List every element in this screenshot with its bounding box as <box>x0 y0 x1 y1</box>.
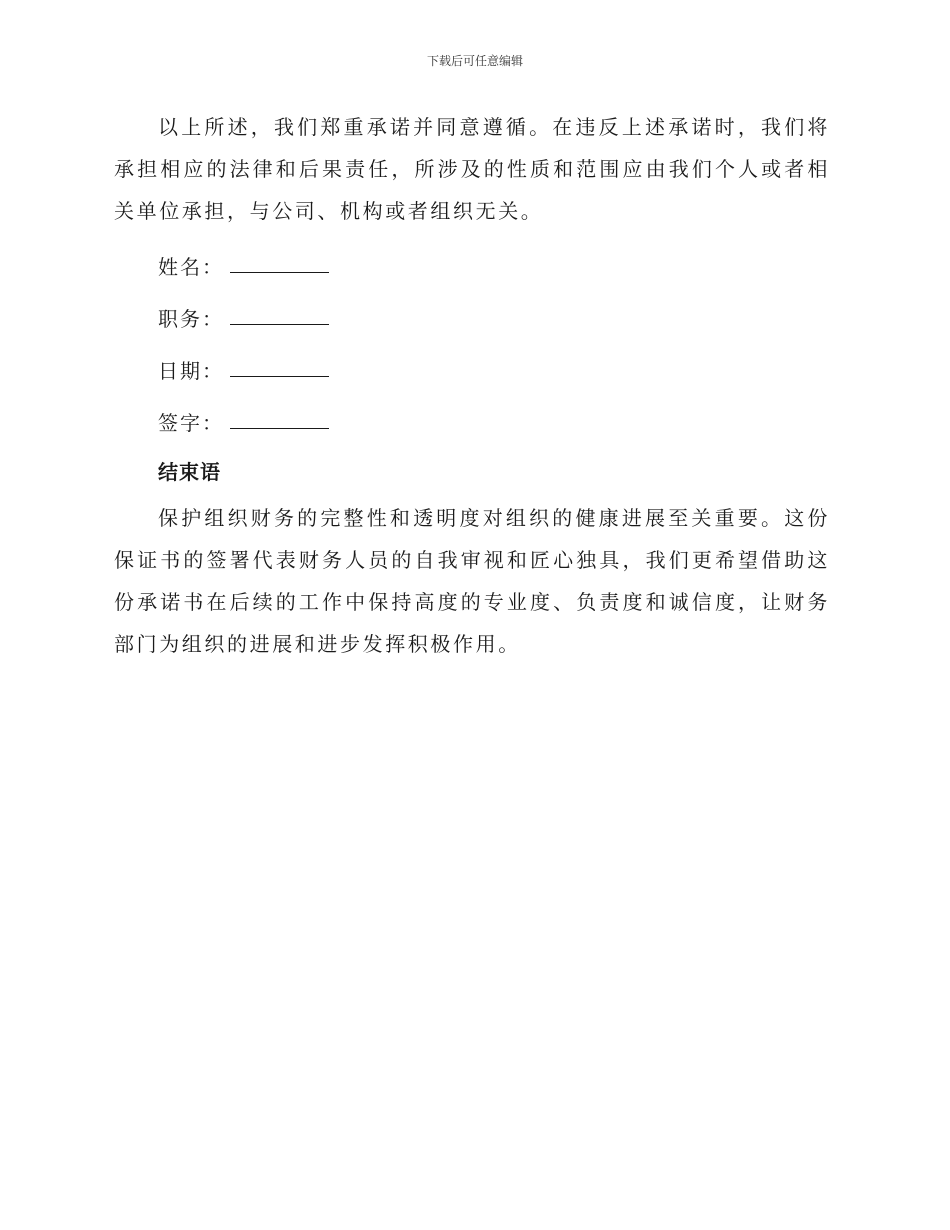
name-label: 姓名： <box>158 255 224 279</box>
document-body <box>114 106 830 665</box>
date-field <box>114 345 830 397</box>
position-label: 职务： <box>158 307 224 331</box>
signature-label: 签字： <box>158 411 224 435</box>
conclusion-heading: 结束语 <box>158 460 221 484</box>
commitment-paragraph: 以上所述，我们郑重承诺并同意遵循。在违反上述承诺时，我们将承担相应的法律和后果责任，所涉及的性质和范围应由我们个人或者相关单位承担，与公司、机构或者组织无关。 <box>114 115 830 223</box>
signature-field <box>114 397 830 449</box>
date-blank-line <box>230 352 329 377</box>
conclusion-paragraph: 保护组织财务的完整性和透明度对组织的健康进展至关重要。这份保证书的签署代表财务人员的自我审视和匠心独具，我们更希望借助这份承诺书在后续的工作中保持高度的专业度、负责度和诚信度，让财务部门为组织的进展和进步发挥积极作用。 <box>114 506 830 656</box>
name-field <box>114 241 830 293</box>
name-blank-line <box>230 248 329 273</box>
position-field <box>114 293 830 345</box>
signature-blank-line <box>230 404 329 429</box>
page-header: 下载后可任意编辑 <box>426 54 523 68</box>
date-label: 日期： <box>158 359 224 383</box>
position-blank-line <box>230 300 329 325</box>
signature-fields <box>114 241 830 449</box>
